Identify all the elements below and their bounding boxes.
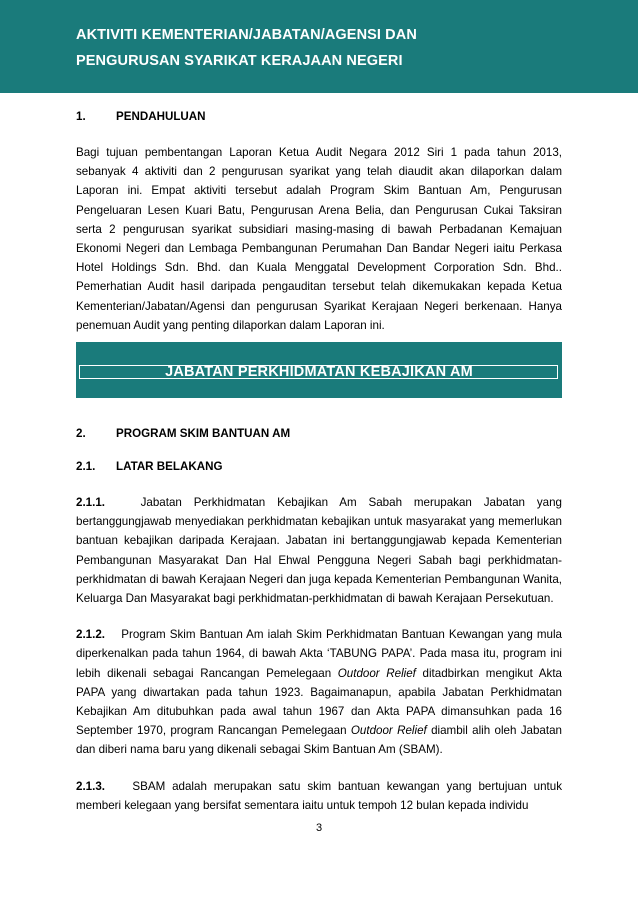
- subsection-2-1-heading: [76, 459, 562, 475]
- paragraph-text: ditadbirkan mengikut Akta PAPA yang diwartakan pada tahun 1923. Bagaimanapun, apabila Jabatan Perkhidmatan Kebajikan Am ditubuhkan pada awal tahun 1967 dan Akta PAPA dimansuhkan pada 16 September 1970, program Rancangan Pemelegaan: [76, 666, 562, 738]
- introduction-paragraph: Bagi tujuan pembentangan Laporan Ketua Audit Negara 2012 Siri 1 pada tahun 2013, sebanyak 4 aktiviti dan 2 pengurusan syarikat yang telah diaudit akan dilaporkan dalam Laporan ini. Empat aktiviti tersebut adalah Program Skim Bantuan Am, Pengurusan Pengeluaran Lesen Kuari Batu, Pengurusan Arena Belia, dan Pengurusan Cukai Taksiran serta 2 pengurusan syarikat subsidiari masing-masing di bawah Perbadanan Kemajuan Ekonomi Negeri dan Lembaga Pembangunan Perumahan Dan Bandar Negeri iaitu Perkasa Hotel Holdings Sdn. Bhd. dan Kuala Menggatal Development Corporation Sdn. Bhd.. Pemerhatian Audit hasil daripada pengauditan tersebut telah dikemukakan kepada Ketua Kementerian/Jabatan/Agensi dan pengurusan Syarikat Kerajaan Negeri berkenaan. Hanya penemuan Audit yang penting dilaporkan dalam Laporan ini.: [76, 146, 562, 332]
- paragraph-body: Jabatan Perkhidmatan Kebajikan Am Sabah merupakan Jabatan yang bertanggungjawab menyediakan perkhidmatan kebajikan untuk masyarakat yang memerlukan bantuan kebajikan daripada Kerajaan. Jabatan ini bertanggungjawab kepada Kementerian Pembangunan Masyarakat Dan Hal Ehwal Pengguna Negeri Sabah bagi perkhidmatan-perkhidmatan di bawah Kerajaan Negeri dan juga kepada Kementerian Pembangunan Wanita, Keluarga Dan Masyarakat bagi perkhidmatan-perkhidmatan di bawah Kerajaan Persekutuan.: [76, 496, 562, 606]
- banner-title: JABATAN PERKHIDMATAN KEBAJIKAN AM: [165, 364, 473, 380]
- section-1-heading: [76, 109, 562, 125]
- paragraph-text: diambil alih oleh Jabatan dan diberi nama baru yang dikenali sebagai Skim Bantuan Am (SBAM).: [76, 724, 562, 757]
- paragraph-text: Program Skim Bantuan Am ialah Skim Perkhidmatan Bantuan Kewangan yang mula diperkenalkan pada tahun 1964, di bawah Akta ‘TABUNG PAPA’. Pada masa itu, program ini lebih dikenali sebagai Rancangan Pemelegaan: [76, 628, 563, 680]
- section-2-content: [76, 426, 562, 815]
- paragraph-number: 2.1.2.: [76, 628, 106, 642]
- page-number: 3: [315, 822, 323, 834]
- header-title-line-1: AKTIVITI KEMENTERIAN/JABATAN/AGENSI DAN: [76, 27, 417, 43]
- section-title: PROGRAM SKIM BANTUAN AM: [116, 427, 291, 440]
- paragraph-body: SBAM adalah merupakan satu skim bantuan kewangan yang bertujuan untuk memberi kelegaan yang bersifat sementara iaitu untuk tempoh 12 bulan kepada individu: [76, 779, 562, 812]
- report-header: [0, 0, 638, 93]
- subsection-title: LATAR BELAKANG: [116, 460, 223, 473]
- paragraph-2-1-1: [76, 493, 562, 608]
- paragraph-2-1-2: [76, 625, 562, 759]
- section-number: 1.: [76, 110, 86, 123]
- header-title-line-2: PENGURUSAN SYARIKAT KERAJAAN NEGERI: [76, 53, 403, 69]
- section-2-heading: [76, 426, 562, 442]
- paragraph-italic-term: Outdoor Relief: [350, 724, 427, 738]
- subsection-number: 2.1.: [76, 460, 96, 473]
- paragraph-2-1-3: [76, 777, 562, 815]
- paragraph-number: 2.1.1.: [76, 496, 106, 509]
- page-content: [76, 109, 562, 335]
- paragraph-italic-term: Outdoor Relief: [337, 666, 416, 680]
- section-number: 2.: [76, 427, 86, 440]
- agency-banner: [76, 342, 562, 398]
- paragraph-number: 2.1.3.: [76, 779, 106, 793]
- section-title: PENDAHULUAN: [116, 110, 206, 123]
